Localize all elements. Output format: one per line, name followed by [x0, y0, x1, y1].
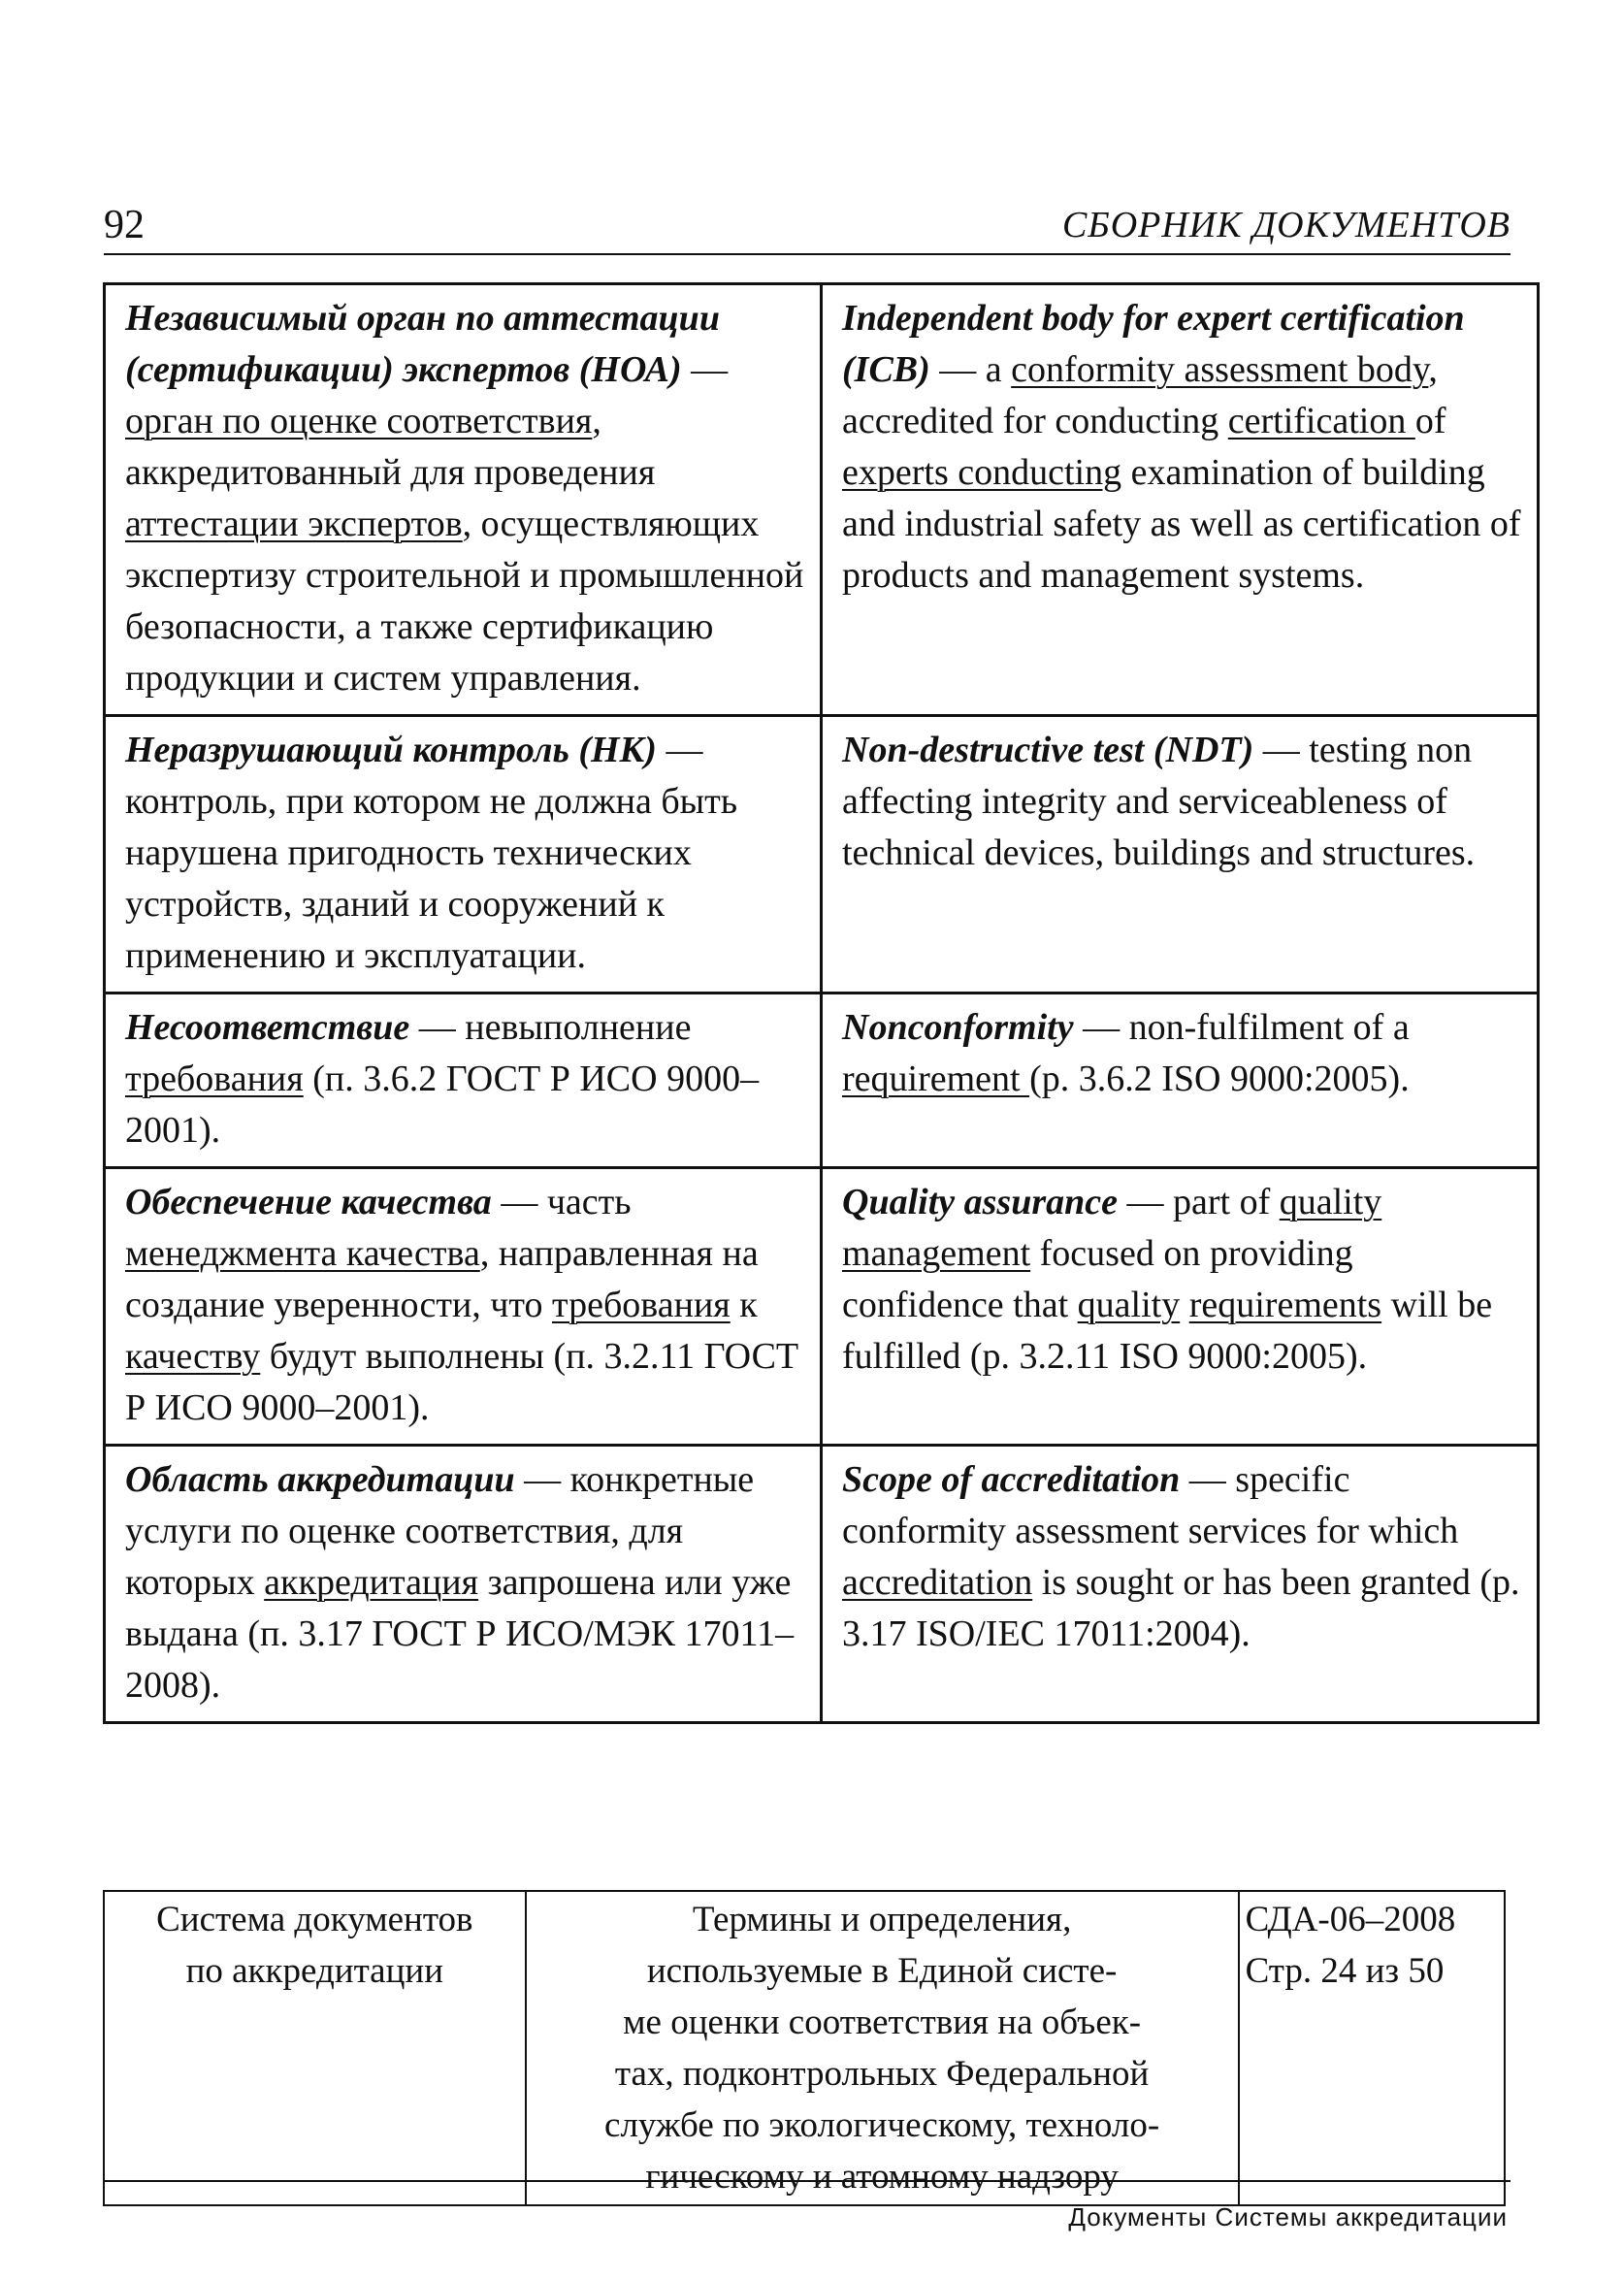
linked-term: требования	[552, 1285, 731, 1325]
document-title-line: ме оценки соответствия на объек-	[623, 2003, 1142, 2042]
definition-text: focused on providing confidence that	[842, 1233, 1353, 1325]
definition-text: will be fulfilled (p. 3.2.11 ISO 9000:2005).	[842, 1285, 1493, 1377]
definition-text: к	[730, 1285, 758, 1325]
linked-term: требования	[125, 1059, 304, 1099]
definition-text: будут выполнены (п. 3.2.11 ГОСТ Р ИСО 9000–2001).	[125, 1336, 799, 1428]
definition-text: — конкретные услуги по оценке соответствия, для которых	[125, 1459, 755, 1603]
definition-text: — part of	[1117, 1182, 1280, 1222]
linked-term: certification	[1227, 401, 1415, 441]
running-footer: Документы Системы аккредитации	[1068, 2202, 1508, 2231]
document-code-cell	[1239, 1891, 1505, 2205]
english-definition-cell	[822, 993, 1539, 1168]
document-title-line: гическому и атомному надзору	[645, 2157, 1119, 2197]
terms-table	[103, 282, 1540, 1724]
linked-term: accreditation	[842, 1562, 1033, 1603]
linked-term: аттестации экспертов	[125, 504, 463, 544]
linked-term: менеджмента качества	[125, 1233, 480, 1274]
document-title-cell	[526, 1891, 1239, 2205]
english-definition-cell	[822, 1168, 1539, 1446]
term-name: Несоответствие	[125, 1007, 410, 1048]
document-title-line: используемые в Единой систе-	[646, 1951, 1118, 1991]
document-title-line: тах, подконтрольных Федеральной	[614, 2054, 1150, 2094]
term-name: Non-destructive test (NDT)	[842, 730, 1254, 770]
linked-term: качеству	[125, 1336, 261, 1377]
term-row	[105, 1446, 1539, 1723]
definition-text: — a	[929, 349, 1012, 390]
english-definition-cell	[822, 284, 1539, 716]
english-definition-cell	[822, 1446, 1539, 1723]
document-title-line: Термины и определения,	[692, 1900, 1072, 1939]
definition-text: , направленная на создание уверенности, что	[125, 1233, 759, 1325]
definition-text: (п. 3.6.2 ГОСТ Р ИСО 9000–2001).	[125, 1059, 760, 1151]
document-page-info: Стр. 24 из 50	[1245, 1951, 1445, 1991]
definition-text: — часть	[491, 1182, 632, 1222]
english-definition-cell	[822, 716, 1539, 993]
linked-term: conformity assessment body	[1011, 349, 1429, 390]
definition-text: — testing non affecting integrity and serviceableness of technical devices, buildings and structures.	[842, 730, 1476, 873]
russian-definition-cell	[105, 284, 822, 716]
bottom-rule	[104, 2180, 1510, 2182]
russian-definition-cell	[105, 1168, 822, 1446]
term-name: Quality assurance	[842, 1182, 1118, 1222]
term-name: Nonconformity	[842, 1007, 1074, 1048]
document-title-line: службе по экологическому, техноло-	[604, 2105, 1160, 2145]
term-name: Independent body for expert certification (ICB)	[842, 298, 1465, 390]
document-system-line: Система документов	[156, 1900, 473, 1939]
term-name: Независимый орган по аттестации (сертификации) экспертов (НОА)	[125, 298, 720, 390]
linked-term: quality management	[842, 1182, 1382, 1274]
definition-text: , аккредитованный для проведения	[125, 401, 656, 493]
definition-text: (p. 3.6.2 ISO 9000:2005).	[1029, 1059, 1410, 1099]
linked-term: орган по оценке соответствия	[125, 401, 593, 441]
russian-definition-cell	[105, 1446, 822, 1723]
term-row	[105, 993, 1539, 1168]
definition-text: — невыполнение	[409, 1007, 692, 1048]
term-row	[105, 284, 1539, 716]
terms-table-body	[105, 284, 1539, 1723]
linked-term: experts conducting	[842, 452, 1122, 493]
definition-text: — контроль, при котором не должна быть нарушена пригодность технических устройств, зданий и сооружений к применению и эксплуатации.	[125, 730, 738, 976]
definition-text: , accredited for conducting	[842, 349, 1438, 441]
linked-term: requirement	[842, 1059, 1030, 1099]
document-code: СДА-06–2008	[1245, 1900, 1456, 1939]
page-header	[104, 199, 1510, 255]
term-name: Обеспечение качества	[125, 1182, 492, 1222]
document-footer-table	[103, 1890, 1506, 2206]
linked-term: quality	[1077, 1285, 1181, 1325]
russian-definition-cell	[105, 993, 822, 1168]
footer-row	[104, 1891, 1505, 2205]
document-system-cell	[104, 1891, 526, 2205]
definition-text: , осуществляющих экспертизу строительной и промышленной безопасности, а также сертификацию продукции и систем управления.	[125, 504, 804, 699]
definition-text: — specific conformity assessment services for which	[842, 1459, 1459, 1551]
term-row	[105, 1168, 1539, 1446]
russian-definition-cell	[105, 716, 822, 993]
linked-term: requirements	[1188, 1285, 1382, 1325]
definition-text: — non-fulfilment of a	[1073, 1007, 1410, 1048]
page-number: 92	[104, 203, 145, 247]
term-name: Scope of accreditation	[842, 1459, 1181, 1500]
linked-term: аккредитация	[264, 1562, 479, 1603]
collection-title: СБОРНИК ДОКУМЕНТОВ	[1061, 205, 1510, 245]
term-name: Неразрушающий контроль (НК)	[125, 730, 657, 770]
definition-text: —	[681, 349, 729, 390]
term-name: Область аккредитации	[125, 1459, 515, 1500]
definition-text: is sought or has been granted (p. 3.17 ISO/IEC 17011:2004).	[842, 1562, 1520, 1654]
definition-text: examination of building and industrial safety as well as certification of products and management systems.	[842, 452, 1521, 596]
definition-text	[1180, 1285, 1189, 1325]
term-row	[105, 716, 1539, 993]
document-system-line: по аккредитации	[185, 1951, 444, 1991]
definition-text: of	[1414, 401, 1446, 441]
definition-text: запрошена или уже выдана (п. 3.17 ГОСТ Р ИСО/МЭК 17011–2008).	[125, 1562, 795, 1706]
